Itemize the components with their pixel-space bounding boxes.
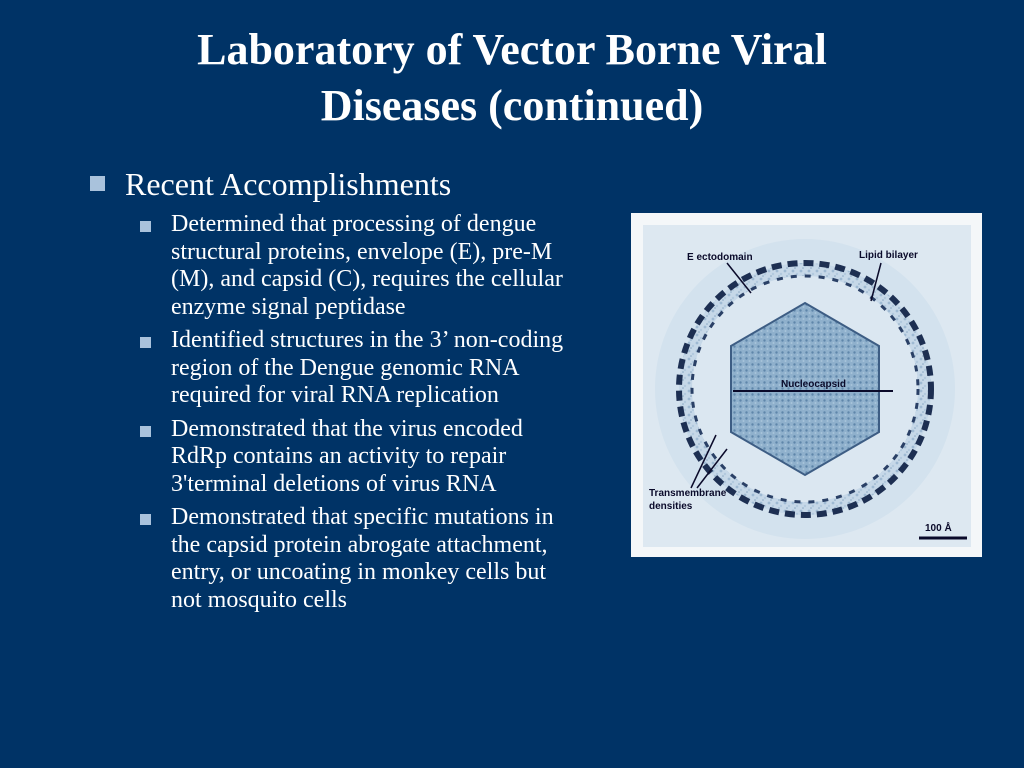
transmembrane-label: Transmembrane	[649, 488, 727, 499]
title-line-1: Laboratory of Vector Borne Viral	[197, 25, 827, 74]
lipid-bilayer-label: Lipid bilayer	[859, 250, 918, 261]
list-item	[140, 327, 580, 410]
bullet-text: Determined that processing of dengue structural proteins, envelope (E), pre-M (M), and capsid (C), requires the cellular enzyme signal peptidase	[171, 211, 563, 320]
square-bullet-icon	[140, 337, 151, 348]
list-item	[140, 416, 580, 499]
slide-title	[40, 22, 984, 134]
section-heading: Recent Accomplishments	[125, 166, 452, 202]
virus-cryo-em-figure	[631, 213, 982, 557]
title-line-2: Diseases (continued)	[320, 81, 704, 130]
square-bullet-icon	[140, 221, 151, 232]
virus-structure-image	[631, 213, 982, 557]
e-ectodomain-label: E ectodomain	[687, 252, 753, 263]
accomplishments-list	[140, 211, 580, 620]
square-bullet-icon	[90, 176, 105, 191]
list-item	[140, 211, 580, 321]
bullet-text: Demonstrated that specific mutations in the capsid protein abrogate attachment, entry, or uncoating in monkey cells but not mosquito cells	[171, 504, 554, 613]
square-bullet-icon	[140, 426, 151, 437]
bullet-text: Demonstrated that the virus encoded RdRp contains an activity to repair 3'terminal deletions of virus RNA	[171, 415, 523, 497]
nucleocapsid-label: Nucleocapsid	[781, 379, 847, 390]
list-item	[140, 504, 580, 614]
square-bullet-icon	[140, 514, 151, 525]
densities-label: densities	[649, 501, 693, 512]
scale-label: 100 Å	[925, 523, 952, 534]
section-heading-item	[90, 166, 451, 202]
bullet-text: Identified structures in the 3’ non-coding region of the Dengue genomic RNA required for viral RNA replication	[171, 327, 564, 408]
